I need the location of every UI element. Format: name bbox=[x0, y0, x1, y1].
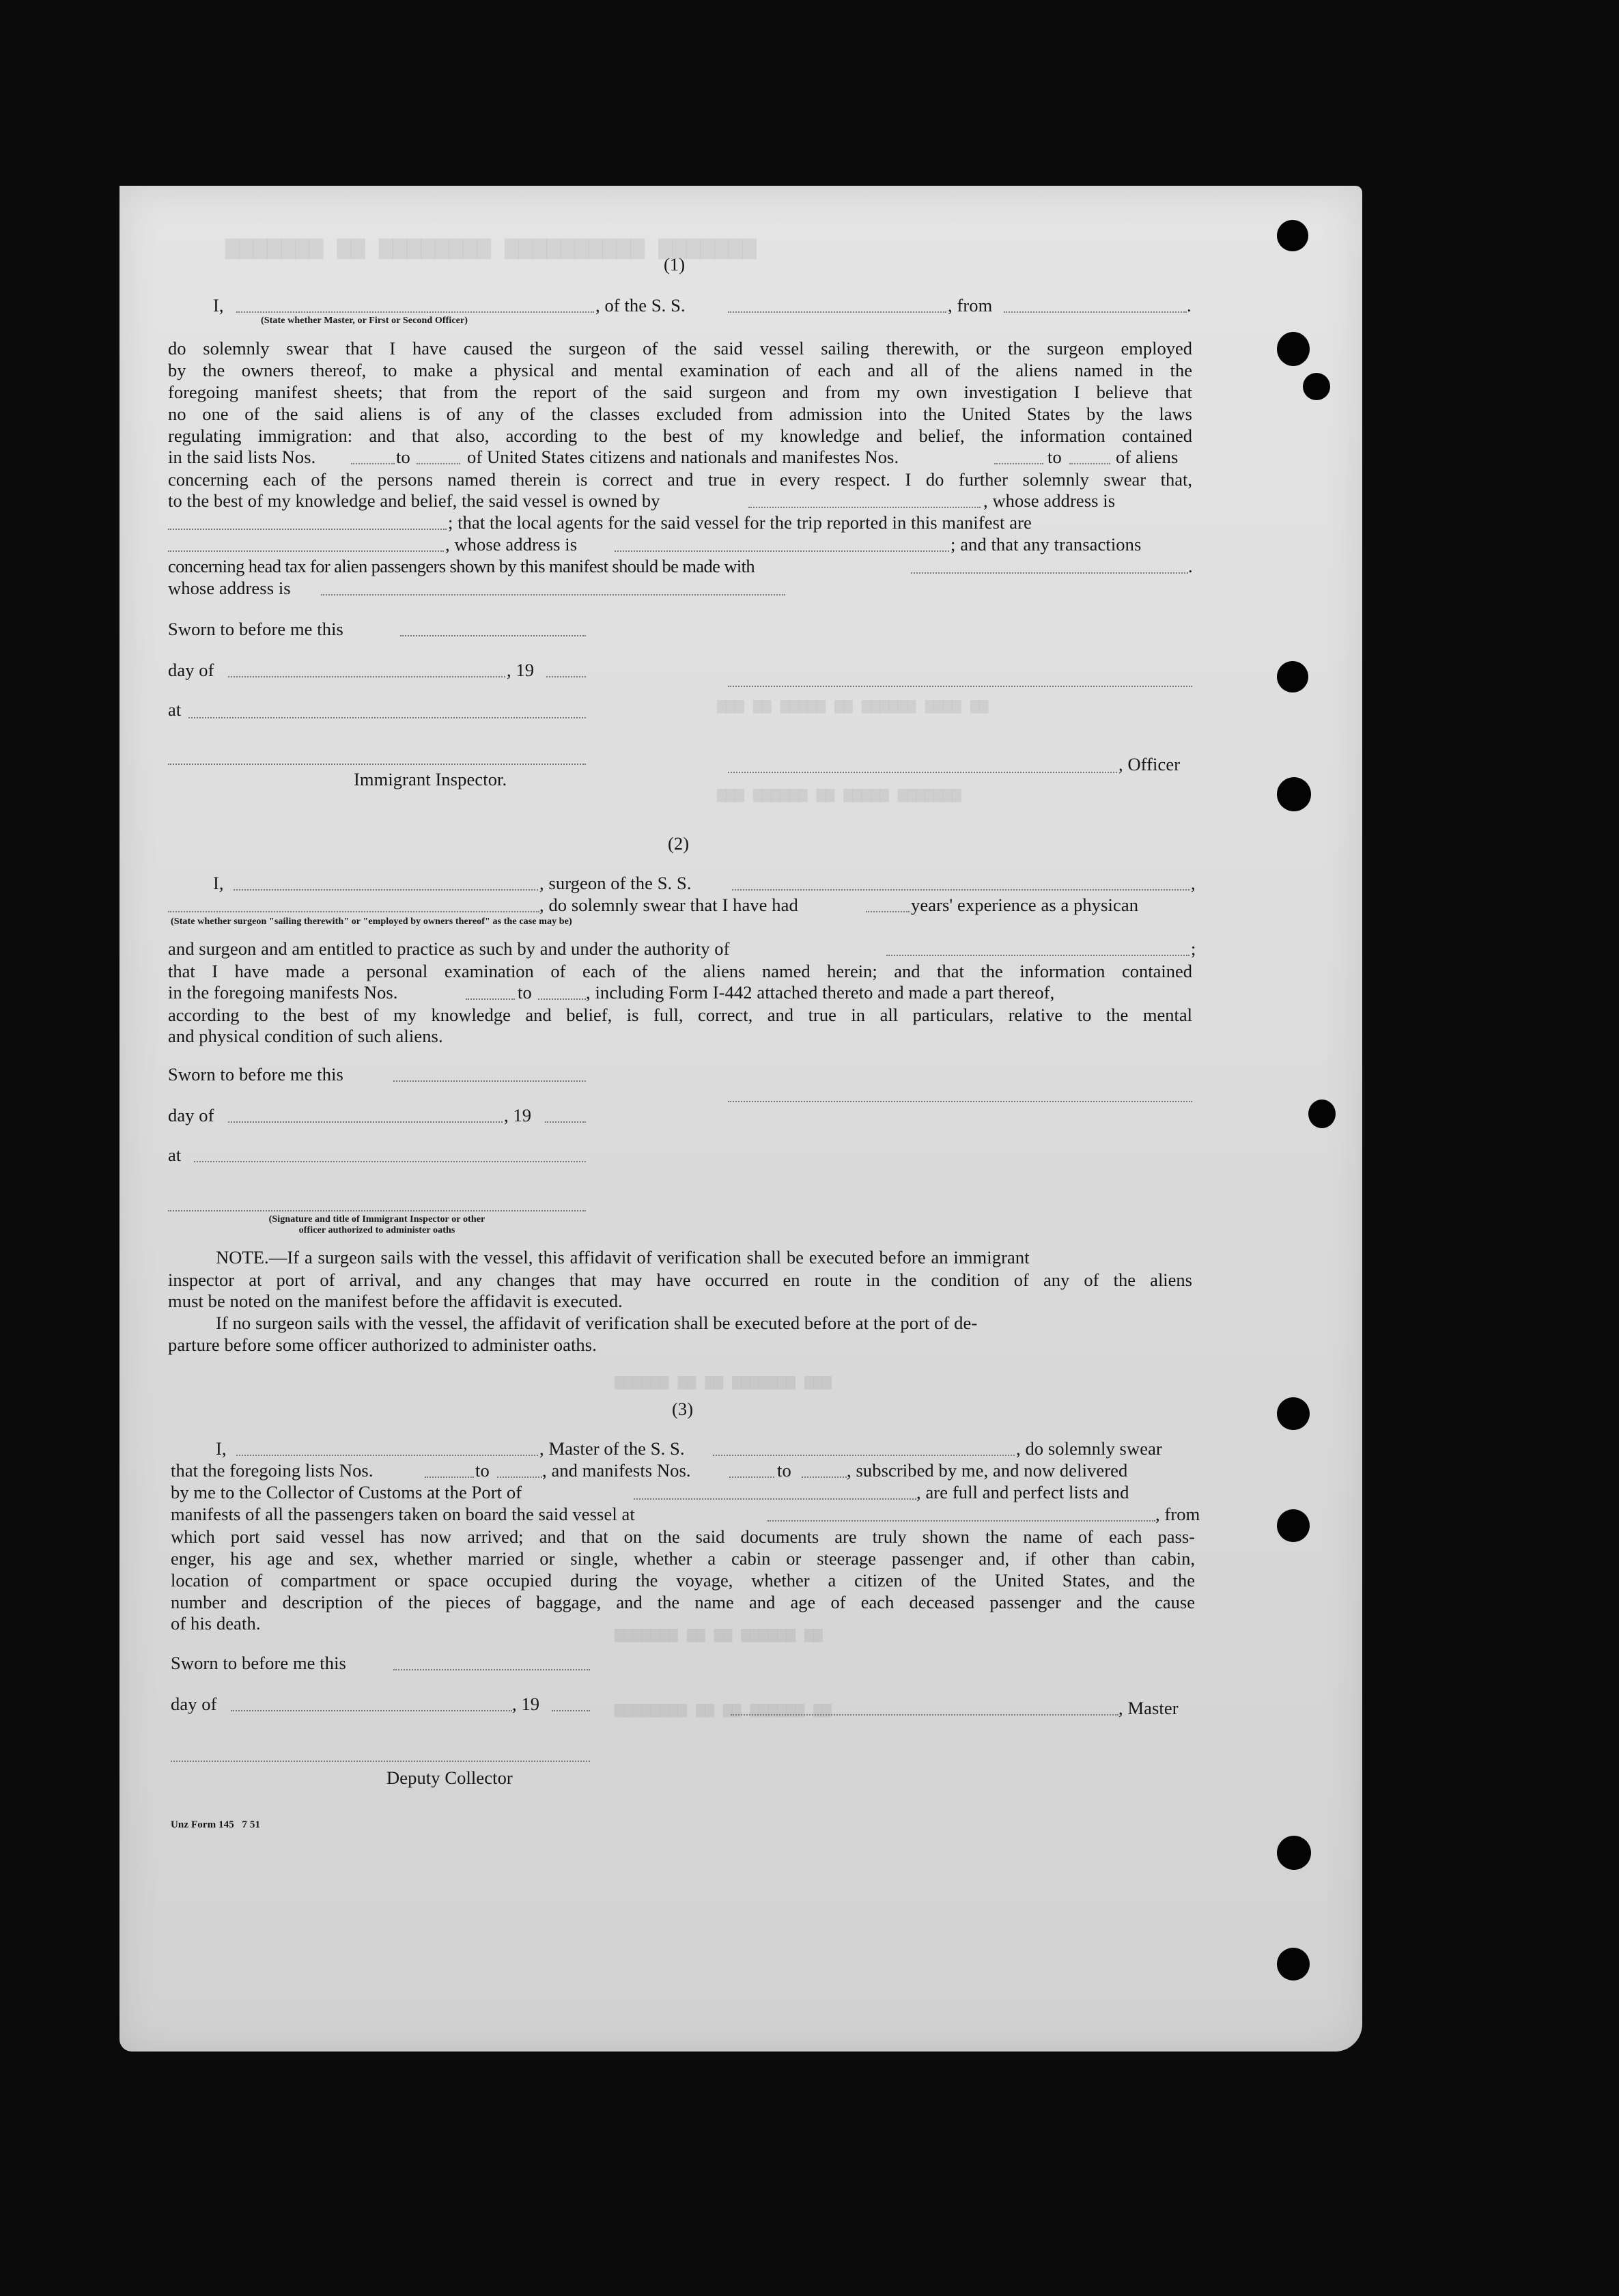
master-name-field[interactable] bbox=[236, 1455, 538, 1456]
bleed-through: ▆▆▆ ▆▆▆▆▆▆ ▆▆ ▆▆▆▆▆ ▆▆▆▆▆▆▆ bbox=[717, 785, 961, 802]
note-line: NOTE.—If a surgeon sails with the vessel, this affidavit of verification shall be executed before an immigrant bbox=[216, 1247, 1030, 1268]
bleed-through: ▆▆▆▆▆▆▆ ▆▆ ▆▆▆▆▆▆▆▆ ▆▆▆▆▆▆▆▆▆▆ ▆▆▆▆▆▆▆ bbox=[225, 232, 757, 260]
text: , are full and perfect lists and bbox=[916, 1482, 1129, 1502]
vessel-name-field[interactable] bbox=[728, 311, 946, 313]
text: , and manifests Nos. bbox=[542, 1460, 691, 1481]
officer-title-line[interactable] bbox=[728, 772, 1117, 773]
punch-hole bbox=[1303, 373, 1330, 400]
officer-name-field[interactable] bbox=[236, 311, 594, 313]
at-place-field[interactable] bbox=[194, 1161, 586, 1162]
text: manifests of all the passengers taken on board the said vessel at bbox=[171, 1504, 635, 1524]
text: to bbox=[475, 1460, 490, 1481]
paragraph-line: which port said vessel has now arrived; and that on the said documents are truly shown the name of each pass- bbox=[171, 1526, 1195, 1547]
text: I, bbox=[213, 295, 224, 316]
text: , subscribed by me, and now delivered bbox=[847, 1460, 1128, 1481]
note-line: parture before some officer authorized to administer oaths. bbox=[168, 1334, 597, 1355]
text: , 19 bbox=[512, 1694, 540, 1714]
text: by me to the Collector of Customs at the Port of bbox=[171, 1482, 522, 1502]
caption: (State whether Master, or First or Second Officer) bbox=[261, 316, 468, 326]
text: . bbox=[1187, 295, 1192, 316]
master-signature-line[interactable] bbox=[731, 1714, 1118, 1716]
text: of his death. bbox=[171, 1613, 261, 1634]
day-of-field[interactable] bbox=[228, 1121, 503, 1123]
text: concerning head tax for alien passengers shown by this manifest should be made with bbox=[168, 556, 755, 576]
surgeon-manifest-to-field[interactable] bbox=[538, 998, 586, 1000]
text: , bbox=[1191, 873, 1196, 893]
punch-hole bbox=[1277, 1948, 1310, 1980]
text: , do solemnly swear that I have had bbox=[539, 895, 798, 915]
caption: (Signature and title of Immigrant Inspector or other bbox=[268, 1214, 485, 1224]
text: and surgeon and am entitled to practice as such by and under the authority of bbox=[168, 938, 730, 959]
manifest-from-field[interactable] bbox=[994, 463, 1043, 464]
year-field[interactable] bbox=[545, 1121, 586, 1123]
from-port-field[interactable] bbox=[1004, 311, 1187, 313]
text: at bbox=[168, 699, 182, 720]
text: to bbox=[777, 1460, 791, 1481]
inspector-signature-line[interactable] bbox=[168, 764, 586, 765]
head-tax-address-field[interactable] bbox=[321, 594, 785, 596]
manifest-to-field[interactable] bbox=[1069, 463, 1110, 464]
sworn-date-field[interactable] bbox=[400, 635, 586, 636]
paragraph-line: no one of the said aliens is of any of the classes excluded from admission into the United States by the laws bbox=[168, 404, 1192, 424]
text: , of the S. S. bbox=[595, 295, 686, 316]
agents-address-field[interactable] bbox=[615, 550, 949, 552]
punch-hole bbox=[1308, 1100, 1336, 1128]
owner-address-field[interactable] bbox=[168, 529, 447, 530]
list-to-field[interactable] bbox=[417, 463, 460, 464]
bleed-through: ▆▆▆▆▆▆▆▆ ▆▆ ▆▆ ▆▆▆▆▆▆ ▆▆ bbox=[615, 1700, 832, 1718]
text: Immigrant Inspector. bbox=[354, 769, 507, 789]
authority-field[interactable] bbox=[886, 955, 1189, 956]
text: day of bbox=[171, 1694, 217, 1714]
text: of aliens bbox=[1116, 447, 1179, 467]
text: years' experience as a physican bbox=[911, 895, 1139, 915]
text: ; bbox=[1191, 938, 1196, 959]
text: of United States citizens and nationals and manifestes Nos. bbox=[467, 447, 899, 467]
deputy-signature-line[interactable] bbox=[171, 1761, 590, 1762]
text: ; that the local agents for the said vessel for the trip reported in this manifest are bbox=[448, 512, 1032, 533]
section-number: (3) bbox=[672, 1399, 694, 1419]
paragraph-line: according to the best of my knowledge and belief, is full, correct, and true in all particulars, relative to the mental bbox=[168, 1005, 1192, 1025]
punch-hole bbox=[1277, 1509, 1310, 1542]
surgeon-manifest-from-field[interactable] bbox=[466, 998, 515, 1000]
paragraph-line: do solemnly swear that I have caused the surgeon of the said vessel sailing therewith, or the surgeon employed bbox=[168, 338, 1192, 359]
note-line: If no surgeon sails with the vessel, the affidavit of verification shall be executed before at the port of de- bbox=[216, 1313, 978, 1333]
punch-hole bbox=[1277, 220, 1308, 251]
text: , Officer bbox=[1118, 754, 1181, 774]
text: I, bbox=[213, 873, 224, 893]
sworn-date-field[interactable] bbox=[393, 1080, 586, 1082]
text: , whose address is bbox=[445, 534, 578, 555]
paragraph-line: by the owners thereof, to make a physical and mental examination of each and all of the aliens named in the bbox=[168, 360, 1192, 380]
caption: (State whether surgeon "sailing therewith" or "employed by owners thereof" as the case may be) bbox=[171, 916, 572, 927]
text: Deputy Collector bbox=[386, 1767, 513, 1788]
list-from-field[interactable] bbox=[351, 463, 395, 464]
text: , 19 bbox=[507, 660, 535, 680]
text: Sworn to before me this bbox=[168, 1064, 343, 1084]
caption: officer authorized to administer oaths bbox=[298, 1225, 455, 1235]
text: at bbox=[168, 1145, 182, 1165]
text: to bbox=[1047, 447, 1062, 467]
paragraph-line: number and description of the pieces of baggage, and the name and age of each deceased passenger and the cause bbox=[171, 1592, 1195, 1612]
inspector-signature-line[interactable] bbox=[168, 1210, 586, 1212]
surgeon-signature-line[interactable] bbox=[728, 1101, 1192, 1102]
text: , from bbox=[948, 295, 993, 316]
punch-hole bbox=[1277, 661, 1308, 692]
punch-hole bbox=[1277, 1836, 1311, 1870]
text: whose address is bbox=[168, 578, 291, 598]
paragraph-line: foregoing manifest sheets; that from the report of the said surgeon and from my own investigation I believe that bbox=[168, 382, 1192, 402]
paragraph-line: concerning each of the persons named therein is correct and true in every respect. I do further solemnly swear that, bbox=[168, 469, 1192, 490]
text: I, bbox=[216, 1438, 227, 1459]
note-line: must be noted on the manifest before the affidavit is executed. bbox=[168, 1291, 623, 1311]
agents-field[interactable] bbox=[168, 550, 444, 552]
surgeon-vessel-field[interactable] bbox=[732, 889, 1189, 891]
paragraph-line: location of compartment or space occupied during the voyage, whether a citizen of the United States, and the bbox=[171, 1570, 1195, 1591]
text: ; and that any transactions bbox=[951, 534, 1142, 555]
boarding-port-field[interactable] bbox=[768, 1520, 1155, 1522]
text: Sworn to before me this bbox=[168, 619, 343, 639]
text: . bbox=[1188, 556, 1193, 576]
lists-to-field[interactable] bbox=[497, 1476, 542, 1478]
text: , Master of the S. S. bbox=[539, 1438, 685, 1459]
text: that the foregoing lists Nos. bbox=[171, 1460, 374, 1481]
punch-hole bbox=[1277, 1397, 1310, 1430]
punch-hole bbox=[1277, 332, 1310, 366]
year-field[interactable] bbox=[546, 676, 586, 677]
note-line: inspector at port of arrival, and any changes that may have occurred en route in the condition of any of the aliens bbox=[168, 1270, 1192, 1290]
paragraph-line: that I have made a personal examination of each of the aliens named herein; and that the information contained bbox=[168, 961, 1192, 981]
sworn-date-field[interactable] bbox=[393, 1669, 590, 1670]
lists-from-field[interactable] bbox=[425, 1476, 474, 1478]
text: Sworn to before me this bbox=[171, 1653, 346, 1673]
section-number: (1) bbox=[664, 254, 686, 275]
text: day of bbox=[168, 660, 214, 680]
text: and physical condition of such aliens. bbox=[168, 1026, 443, 1046]
text: , whose address is bbox=[983, 490, 1116, 511]
at-place-field[interactable] bbox=[188, 717, 586, 718]
form-number: Unz Form 145 7 51 bbox=[171, 1819, 261, 1830]
manifests-to-field[interactable] bbox=[802, 1476, 847, 1478]
officer-signature-line[interactable] bbox=[728, 686, 1192, 687]
text: , including Form I-442 attached thereto and made a part thereof, bbox=[586, 982, 1055, 1003]
text: day of bbox=[168, 1105, 214, 1125]
section-number: (2) bbox=[668, 833, 690, 854]
text: , Master bbox=[1118, 1698, 1179, 1718]
text: , 19 bbox=[504, 1105, 532, 1125]
day-of-field[interactable] bbox=[228, 676, 505, 677]
years-experience-field[interactable] bbox=[866, 911, 910, 912]
paragraph-line: enger, his age and sex, whether married or single, whether a cabin or steerage passenger and, if other than cabin, bbox=[171, 1548, 1195, 1569]
manifests-from-field[interactable] bbox=[729, 1476, 774, 1478]
text: , from bbox=[1155, 1504, 1200, 1524]
text: in the said lists Nos. bbox=[168, 447, 316, 467]
surgeon-name-field[interactable] bbox=[234, 889, 538, 891]
text: to the best of my knowledge and belief, the said vessel is owned by bbox=[168, 490, 660, 511]
port-field[interactable] bbox=[634, 1498, 916, 1500]
master-vessel-field[interactable] bbox=[713, 1455, 1015, 1456]
text: , surgeon of the S. S. bbox=[539, 873, 692, 893]
year-field[interactable] bbox=[552, 1710, 590, 1711]
owner-field[interactable] bbox=[748, 507, 981, 508]
text: to bbox=[396, 447, 410, 467]
bleed-through: ▆▆▆ ▆▆ ▆▆▆▆▆ ▆▆ ▆▆▆▆▆▆ ▆▆▆▆ ▆▆ bbox=[717, 697, 989, 714]
day-of-field[interactable] bbox=[231, 1710, 512, 1711]
text: in the foregoing manifests Nos. bbox=[168, 982, 398, 1003]
text: to bbox=[518, 982, 532, 1003]
surgeon-status-field[interactable] bbox=[168, 911, 539, 912]
bleed-through: ▆▆▆▆▆▆ ▆▆ ▆▆ ▆▆▆▆▆▆▆ ▆▆▆ bbox=[615, 1373, 832, 1390]
paragraph-line: regulating immigration: and that also, according to the best of my knowledge and belief, the information contained bbox=[168, 425, 1192, 446]
head-tax-contact-field[interactable] bbox=[911, 572, 1188, 574]
punch-hole bbox=[1277, 777, 1311, 811]
bleed-through: ▆▆▆▆▆▆▆ ▆▆ ▆▆ ▆▆▆▆▆▆ ▆▆ bbox=[615, 1625, 823, 1642]
text: , do solemnly swear bbox=[1016, 1438, 1162, 1459]
